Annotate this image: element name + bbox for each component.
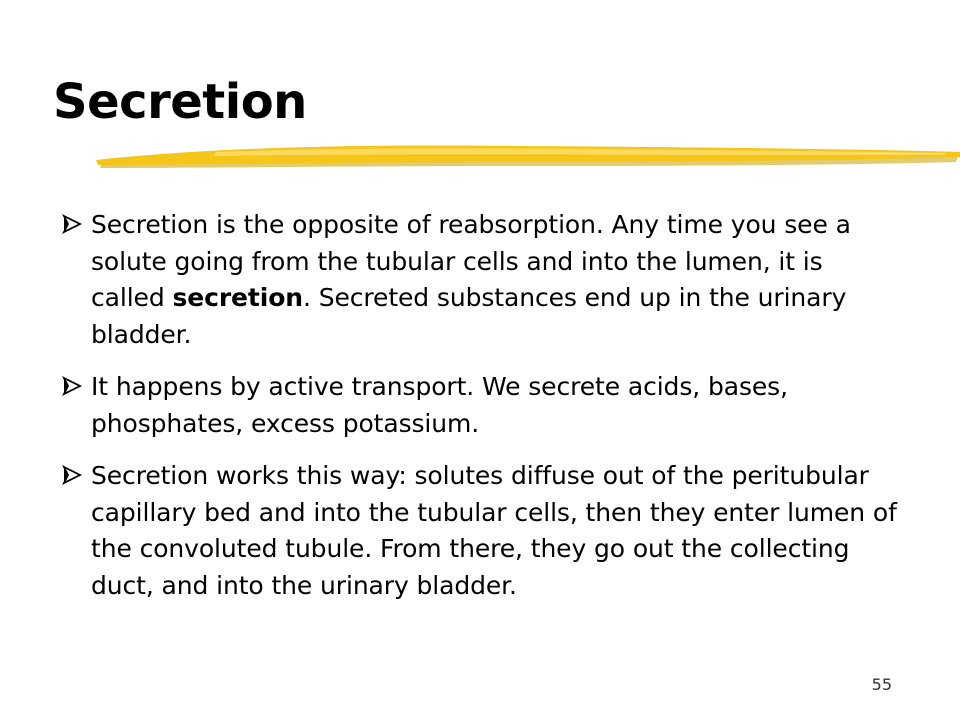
bullet-list [62,207,902,620]
bold-term: secretion [172,283,304,312]
bullet-item [62,207,902,353]
bullet-text: It happens by active transport. We secrete acids, bases, phosphates, excess potassium. [91,372,788,438]
arrow-bullet-icon [62,207,91,238]
bullet-text: Secretion is the opposite of reabsorption. Any time you see a solute going from the tubular cells and into the lumen, it is called secretion. Secreted substances end up in the urinary bladder. [91,210,851,349]
page-number: 55 [871,675,892,694]
title-underline-brushstroke [96,138,960,174]
slide-title: Secretion [53,74,307,130]
arrow-bullet-icon [62,369,91,400]
bullet-item [62,458,902,604]
bullet-item [62,369,902,442]
bullet-text: Secretion works this way: solutes diffuse out of the peritubular capillary bed and into the tubular cells, then they enter lumen of the convoluted tubule. From there, they go out the collecting duct, and into the urinary bladder. [91,461,897,600]
arrow-bullet-icon [62,458,91,489]
